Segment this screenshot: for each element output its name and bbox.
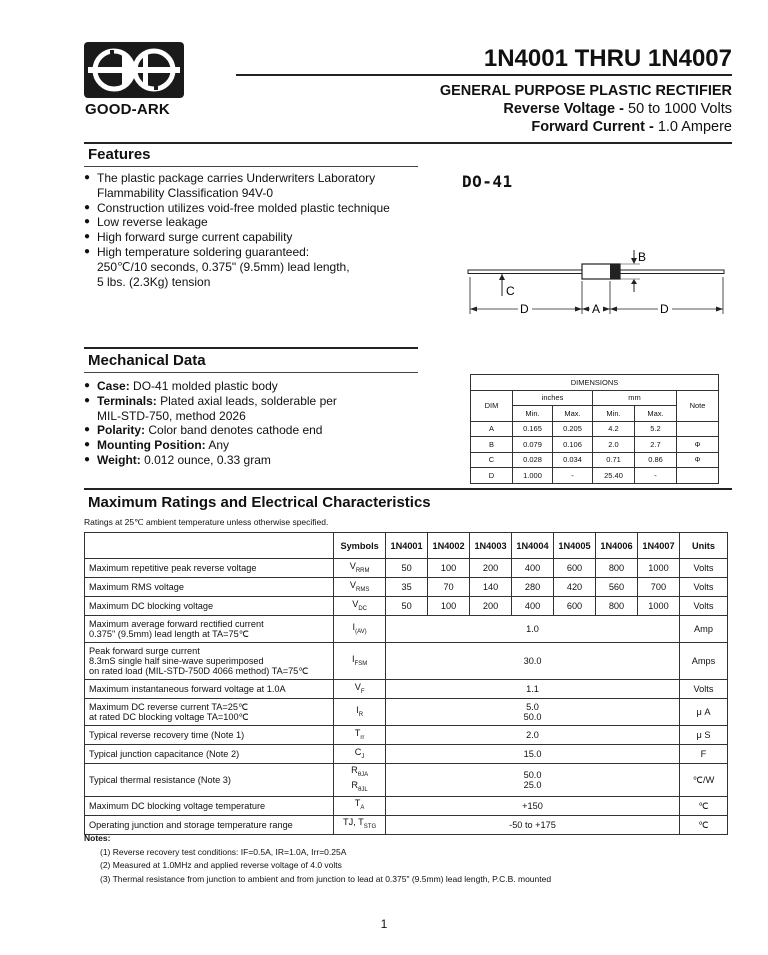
ratings-row [85, 597, 728, 616]
parameter-value: 400 [512, 597, 554, 616]
note-item: (1) Reverse recovery test conditions: IF=0.5A, IR=1.0A, Irr=0.25A [100, 846, 347, 857]
title-divider [236, 74, 732, 76]
parameter-description [85, 559, 334, 578]
dimension-cell-mm-min: 4.2 [593, 421, 635, 437]
parameter-symbol [334, 578, 386, 597]
parameter-description-line: Operating junction and storage temperature range [89, 819, 293, 830]
symbol-subscript: J [361, 753, 365, 760]
parameter-value: -50 to +175 [509, 819, 556, 830]
dimension-cell-in-min: 1.000 [513, 468, 553, 484]
parameter-unit: Volts [679, 559, 727, 578]
parameter-value: 700 [637, 578, 679, 597]
ratings-row [85, 745, 728, 764]
feature-item-continued: Flammability Classification 94V-0 [97, 185, 274, 200]
symbol-line [338, 817, 381, 832]
parameter-description-line: Maximum RMS voltage [89, 582, 184, 592]
notes-title: Notes: [84, 833, 111, 843]
dimension-row [471, 468, 719, 484]
dimension-cell-mm-min: 2.0 [593, 437, 635, 453]
dimension-cell-note: Φ [677, 452, 719, 468]
symbol-main: R [351, 779, 359, 790]
symbol-main: R [351, 765, 358, 775]
dimension-cell-in-max: 0.205 [553, 421, 593, 437]
symbol-line [338, 705, 381, 720]
dimension-cell-in-max: 0.034 [553, 452, 593, 468]
symbol-subscript: F [360, 688, 365, 695]
symbol-main: I [356, 704, 359, 715]
parameter-value-span [386, 616, 680, 643]
parameter-symbol [334, 559, 386, 578]
header-divider [84, 142, 732, 144]
symbol-line [338, 728, 381, 743]
parameter-description-line: at rated DC blocking voltage TA=100℃ [89, 712, 249, 722]
symbol-subscript: rr [360, 734, 365, 741]
parameter-value: 50 [386, 597, 428, 616]
symbol-subscript: A [360, 805, 365, 812]
symbol-main: V [349, 579, 356, 590]
symbol-main: T [354, 727, 361, 738]
dim-label-b: B [638, 250, 647, 264]
dimension-cell-in-min: 0.079 [513, 437, 553, 453]
parameter-value: 25.0 [523, 779, 542, 790]
parameter-value: 1000 [637, 597, 679, 616]
notes-section [84, 832, 551, 886]
header-part-number: 1N4003 [470, 533, 512, 559]
parameter-value: 400 [512, 559, 554, 578]
features-underline [84, 166, 418, 167]
parameter-description-line: Typical thermal resistance (Note 3) [89, 774, 231, 785]
parameter-unit: Volts [679, 680, 727, 699]
reverse-voltage-value: 50 to 1000 Volts [628, 101, 732, 117]
dimensions-table [470, 374, 719, 484]
parameter-value: 140 [470, 578, 512, 597]
symbol-subscript: STG [363, 824, 377, 831]
parameter-value-span [386, 764, 680, 797]
mm-min-header: Min. [593, 406, 635, 422]
parameter-unit: μ S [679, 726, 727, 745]
feature-item: ● High forward surge current capability [84, 230, 414, 245]
product-subtitle: GENERAL PURPOSE PLASTIC RECTIFIER [439, 83, 732, 99]
parameter-value: 15.0 [523, 749, 542, 759]
dimension-cell-mm-max: 0.86 [635, 452, 677, 468]
symbol-subscript: RRM [355, 567, 370, 574]
ratings-row [85, 699, 728, 726]
parameter-value: 600 [554, 597, 596, 616]
parameter-symbol [334, 680, 386, 699]
symbol-subscript: θJA [357, 771, 369, 778]
mechanical-underline [84, 372, 418, 373]
parameter-value: 1000 [637, 559, 679, 578]
mechanical-item [84, 379, 424, 394]
parameter-value: 100 [428, 559, 470, 578]
parameter-symbol [334, 699, 386, 726]
parameter-value: 420 [554, 578, 596, 597]
reverse-voltage-label: Reverse Voltage - [503, 101, 628, 117]
parameter-value-span [386, 745, 680, 764]
dimension-cell-mm-max: 5.2 [635, 421, 677, 437]
symbol-main: T [354, 798, 361, 809]
parameter-description-line: Maximum DC reverse current TA=25℃ [89, 702, 249, 712]
dimensions-title: DIMENSIONS [471, 375, 719, 391]
dimension-cell-mm-min: 0.71 [593, 452, 635, 468]
parameter-unit: ℃ [679, 815, 727, 834]
dimension-cell-dim: B [471, 437, 513, 453]
dimension-cell-dim: A [471, 421, 513, 437]
parameter-symbol [334, 726, 386, 745]
symbol-main: V [352, 598, 359, 609]
dim-label-d-right: D [660, 302, 669, 316]
feature-item: ● Construction utilizes void-free molded plastic technique [84, 201, 414, 216]
parameter-value: 200 [470, 559, 512, 578]
mechanical-item-label: Terminals: [97, 393, 157, 408]
parameter-description-line: 8.3mS single half sine-wave superimposed [89, 656, 264, 666]
parameter-unit: μ A [679, 699, 727, 726]
header-part-number: 1N4005 [554, 533, 596, 559]
parameter-unit: Volts [679, 597, 727, 616]
mm-col-header: mm [593, 390, 677, 406]
dimension-cell-in-max: - [553, 468, 593, 484]
parameter-description-line: Maximum repetitive peak reverse voltage [89, 563, 257, 573]
header-part-number: 1N4004 [512, 533, 554, 559]
parameter-value-span [386, 796, 680, 815]
ratings-row [85, 726, 728, 745]
header-part-number: 1N4007 [637, 533, 679, 559]
header-part-number: 1N4001 [386, 533, 428, 559]
parameter-value: 5.0 [526, 702, 539, 712]
features-heading: Features [88, 146, 151, 163]
feature-item-continued: 5 lbs. (2.3Kg) tension [97, 274, 211, 289]
mechanical-item-text: DO-41 molded plastic body [129, 379, 278, 393]
parameter-description-line: Typical reverse recovery time (Note 1) [89, 730, 245, 740]
symbol-line [338, 580, 381, 595]
dimension-cell-mm-min: 25.40 [593, 468, 635, 484]
mechanical-item-text: Any [205, 438, 229, 453]
feature-item: ● The plastic package carries Underwriters Laboratory [84, 171, 414, 186]
parameter-description [85, 680, 334, 699]
mechanical-item [84, 438, 424, 453]
diode-logo-icon [84, 42, 184, 98]
parameter-description-line: Maximum average forward rectified current [89, 619, 264, 629]
product-summary [440, 82, 732, 136]
brand-logo [84, 42, 184, 116]
parameter-value-span [386, 680, 680, 699]
parameter-value: 50 [386, 559, 428, 578]
symbol-subscript: FSM [354, 660, 368, 667]
ratings-row [85, 643, 728, 680]
dimension-cell-note [677, 421, 719, 437]
parameter-description [85, 597, 334, 616]
mechanical-item-label: Polarity: [97, 423, 146, 438]
parameter-symbol [334, 597, 386, 616]
parameter-value: 800 [596, 559, 638, 578]
dimension-cell-note: Φ [677, 437, 719, 453]
ratings-row [85, 578, 728, 597]
symbol-line [338, 561, 381, 576]
parameter-value-span [386, 726, 680, 745]
parameter-value: 200 [470, 597, 512, 616]
header-part-number: 1N4002 [428, 533, 470, 559]
parameter-symbol [334, 796, 386, 815]
parameter-value-span [386, 699, 680, 726]
ratings-row [85, 680, 728, 699]
parameter-symbol [334, 745, 386, 764]
parameter-description [85, 764, 334, 797]
mechanical-heading: Mechanical Data [88, 352, 206, 369]
dimension-cell-mm-max: 2.7 [635, 437, 677, 453]
ratings-row [85, 764, 728, 797]
parameter-value: 35 [386, 578, 428, 597]
brand-name: GOOD-ARK [85, 101, 170, 118]
part-title: 1N4001 THRU 1N4007 [483, 45, 732, 72]
dimension-cell-dim: D [471, 468, 513, 484]
package-outline-drawing [460, 244, 730, 320]
symbol-main: V [349, 560, 356, 571]
mechanical-item-label: Case: [97, 379, 130, 393]
symbol-main: I [351, 653, 355, 664]
ratings-row [85, 559, 728, 578]
logo-mark [84, 42, 184, 98]
parameter-unit: Volts [679, 578, 727, 597]
parameter-value: 800 [596, 597, 638, 616]
parameter-symbol [334, 643, 386, 680]
header-units: Units [679, 533, 727, 559]
inches-max-header: Max. [553, 406, 593, 422]
dimension-row [471, 421, 719, 437]
symbol-subscript: DC [358, 605, 367, 612]
dim-label-d-left: D [520, 302, 529, 316]
page-number: 1 [380, 917, 388, 931]
symbol-main: C [354, 746, 362, 757]
dim-label-a: A [592, 302, 601, 316]
symbol-line [338, 682, 381, 697]
note-col-header: Note [677, 390, 719, 421]
parameter-description [85, 796, 334, 815]
feature-item: ● Low reverse leakage [84, 215, 414, 230]
header-symbols: Symbols [334, 533, 386, 559]
mechanical-item-label: Mounting Position: [97, 438, 206, 453]
mechanical-item [84, 423, 424, 438]
package-name: DO-41 [462, 172, 513, 191]
parameter-description [85, 643, 334, 680]
parameter-description [85, 745, 334, 764]
parameter-value: 50.0 [523, 769, 542, 780]
parameter-description-line: 0.375" (9.5mm) lead length at TA=75℃ [89, 629, 250, 639]
symbol-line [338, 780, 381, 795]
dim-label-c: C [506, 284, 515, 298]
symbol-main: I [352, 621, 356, 632]
parameter-value: 280 [512, 578, 554, 597]
dimension-row [471, 437, 719, 453]
ratings-row [85, 616, 728, 643]
parameter-unit: ℃ [679, 796, 727, 815]
dimension-cell-in-min: 0.165 [513, 421, 553, 437]
feature-item: ● High temperature soldering guaranteed: [84, 245, 414, 260]
symbol-line [338, 765, 381, 780]
ratings-condition: Ratings at 25℃ ambient temperature unless otherwise specified. [84, 517, 329, 527]
mechanical-item-text: Color band denotes cathode end [145, 423, 323, 438]
dimension-cell-dim: C [471, 452, 513, 468]
parameter-description-line: Maximum DC blocking voltage temperature [89, 800, 266, 811]
features-list [84, 171, 414, 289]
parameter-value: 1.0 [526, 624, 539, 634]
mechanical-item [84, 453, 424, 468]
parameter-value: 2.0 [526, 730, 539, 740]
note-item: (3) Thermal resistance from junction to ambient and from junction to lead at 0.375" (9.5mm) lead length, P.C.B. mounted [100, 873, 552, 884]
parameter-value: +150 [522, 800, 543, 811]
symbol-subscript: (AV) [355, 628, 367, 635]
parameter-symbol [334, 616, 386, 643]
mechanical-divider [84, 347, 418, 349]
ratings-row [85, 796, 728, 815]
symbol-line [338, 798, 381, 813]
parameter-value: 600 [554, 559, 596, 578]
header-part-number: 1N4006 [596, 533, 638, 559]
symbol-main: TJ, T [343, 817, 364, 828]
parameter-description [85, 699, 334, 726]
parameter-unit: F [679, 745, 727, 764]
parameter-unit: Amp [679, 616, 727, 643]
parameter-description [85, 578, 334, 597]
mechanical-list [84, 379, 424, 468]
symbol-line [338, 747, 381, 762]
forward-current-label: Forward Current - [531, 119, 658, 135]
parameter-description-line: Maximum instantaneous forward voltage at 1.0A [89, 684, 286, 694]
parameter-value: 1.1 [526, 684, 539, 694]
parameter-unit: ℃/W [679, 764, 727, 797]
symbol-main: V [354, 681, 361, 692]
ratings-header-row [85, 533, 728, 559]
inches-col-header: inches [513, 390, 593, 406]
symbol-line [338, 654, 381, 669]
symbol-subscript: θJL [358, 786, 368, 793]
symbol-line [338, 599, 381, 614]
mechanical-item-label: Weight: [97, 452, 141, 467]
parameter-description-line: Typical junction capacitance (Note 2) [89, 749, 240, 759]
mechanical-item-text: Plated axial leads, solderable per [156, 393, 337, 408]
parameter-value: 30.0 [523, 656, 542, 666]
symbol-line [338, 622, 381, 637]
parameter-description [85, 726, 334, 745]
feature-item-continued: 250℃/10 seconds, 0.375" (9.5mm) lead length, [97, 259, 350, 274]
mechanical-item [84, 394, 424, 409]
forward-current-value: 1.0 Ampere [657, 119, 732, 135]
ratings-divider [84, 488, 732, 490]
note-item: (2) Measured at 1.0MHz and applied reverse voltage of 4.0 volts [100, 860, 342, 870]
parameter-symbol [334, 764, 386, 797]
mechanical-item-text: 0.012 ounce, 0.33 gram [140, 452, 271, 467]
dimension-cell-in-max: 0.106 [553, 437, 593, 453]
symbol-subscript: RMS [355, 586, 370, 593]
parameter-value: 100 [428, 597, 470, 616]
parameter-description-line: on rated load (MIL-STD-750D 4066 method) TA=75℃ [89, 666, 309, 676]
dimension-row [471, 452, 719, 468]
mechanical-item-continued: MIL-STD-750, method 2026 [97, 408, 246, 423]
parameter-description [85, 616, 334, 643]
dim-col-header: DIM [471, 390, 513, 421]
mm-max-header: Max. [635, 406, 677, 422]
header-description [85, 533, 334, 559]
ratings-table [84, 532, 728, 835]
parameter-description-line: Peak forward surge current [89, 646, 200, 656]
ratings-heading: Maximum Ratings and Electrical Characteristics [88, 494, 431, 511]
inches-min-header: Min. [513, 406, 553, 422]
parameter-description-line: Maximum DC blocking voltage [89, 601, 214, 611]
symbol-subscript: R [358, 711, 364, 718]
dimension-cell-note [677, 468, 719, 484]
parameter-value: 70 [428, 578, 470, 597]
dimension-cell-in-min: 0.028 [513, 452, 553, 468]
parameter-value: 50.0 [523, 712, 542, 722]
parameter-value-span [386, 643, 680, 680]
parameter-value: 560 [596, 578, 638, 597]
parameter-unit: Amps [679, 643, 727, 680]
dimension-cell-mm-max: - [635, 468, 677, 484]
